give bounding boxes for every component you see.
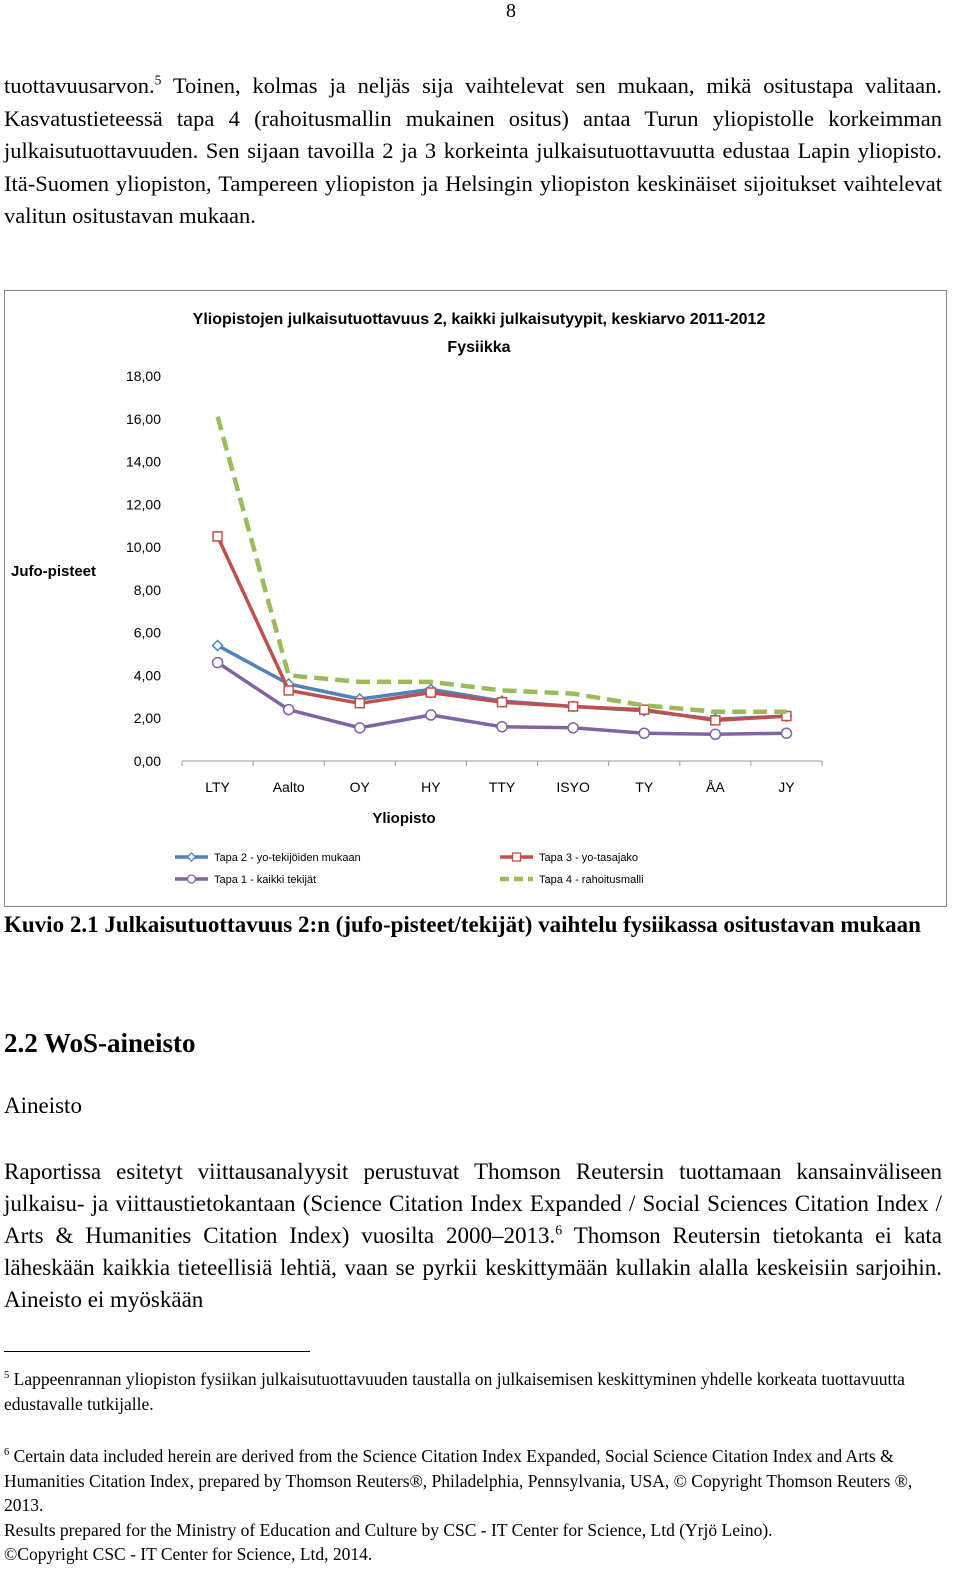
legend-label: Tapa 4 - rahoitusmalli [539, 874, 644, 886]
footnote-ref-6[interactable]: 6 [555, 1222, 563, 1238]
results-credit-line: Results prepared for the Ministry of Education and Culture by CSC - IT Center for Science, Ltd (Yrjö Leino). [4, 1519, 773, 1540]
y-tick-label: 14,00 [125, 453, 161, 470]
x-tick-label: OY [349, 779, 370, 795]
body-text-rest: Thomson Reutersin tietokanta ei kata läheskään kaikkia tieteellisiä lehtiä, vaan se pyrkii keskittymään kullakin alalla keskeisiin sarjoihin. Aineisto ei myöskään [4, 1223, 942, 1312]
data-point-marker [426, 710, 436, 720]
data-point-marker [497, 722, 507, 732]
y-tick-label: 18,00 [125, 368, 161, 384]
x-axis-title: Yliopisto [372, 810, 436, 827]
footnote-6 [4, 1444, 944, 1567]
series-line [218, 646, 787, 720]
y-tick-label: 0,00 [133, 753, 161, 769]
copyright-line: ©Copyright CSC - IT Center for Science, Ltd, 2014. [4, 1544, 373, 1564]
data-point-marker [213, 532, 222, 541]
x-tick-label: TY [635, 779, 654, 795]
series-lines [213, 417, 792, 740]
intro-text-rest: Toinen, kolmas ja neljäs sija vaihtelevat sen mukaan, mikä ositustapa valitaan. Kasvatustieteessä tapa 4 (rahoitusmallin mukainen ositus) antaa Turun yliopistolle korkeimman julkaisutuottavuuden. Sen sijaan tavoilla 2 ja 3 korkeinta julkaisutuottavuutta edustaa Lapin yliopisto. Itä-Suomen yliopiston, Tampereen yliopiston ja Helsingin yliopiston keskinäiset sijoitukset vaihtelevat valitun ositustavan mukaan. [4, 73, 942, 229]
legend-label: Tapa 3 - yo-tasajako [539, 852, 639, 864]
y-tick-label: 4,00 [133, 667, 161, 684]
intro-text-start: tuottavuusarvon. [4, 73, 155, 98]
chart-frame [4, 290, 947, 907]
section-heading: 2.2 WoS-aineisto [4, 1028, 196, 1058]
footnote-5-number: 5 [4, 1370, 10, 1382]
legend [175, 852, 644, 886]
line-chart [5, 291, 946, 906]
x-tick-label: JY [778, 779, 795, 795]
data-point-marker [355, 723, 365, 733]
series-line [218, 417, 787, 712]
chart-title: Yliopistojen julkaisutuottavuus 2, kaikki julkaisutyypit, keskiarvo 2011-2012 [192, 311, 766, 328]
data-point-marker [498, 698, 507, 707]
x-tick-label: ISYO [556, 779, 590, 795]
footnote-5 [4, 1367, 944, 1416]
series-line [218, 536, 787, 720]
data-point-marker [213, 658, 223, 668]
y-tick-label: 12,00 [125, 496, 161, 513]
legend-label: Tapa 2 - yo-tekijöiden mukaan [214, 852, 361, 864]
x-tick-label: HY [421, 779, 441, 795]
footnote-6-text: Certain data included herein are derived from the Science Citation Index Expanded, Social Science Citation Index and Arts & Humanities Citation Index, prepared by Thomson Reuters®, Philadelphia, Pennsylvania, USA, © Copyright Thomson Reuters ®, 2013. [4, 1446, 913, 1515]
data-point-marker [781, 728, 791, 738]
figure-caption: Kuvio 2.1 Julkaisutuottavuus 2:n (jufo-pisteet/tekijät) vaihtelu fysiikassa ositustavan mukaan [4, 912, 921, 937]
body-text-start: Raportissa esitetyt viittausanalyysit perustuvat Thomson Reutersin tuottamaan kansainväliseen julkaisu- ja viittaustietokantaan (Science Citation Index Expanded / Social Sciences Citation Index / Arts & Humanities Citation Index) vuosilta 2000–2013. [4, 1159, 942, 1248]
data-point-marker [284, 686, 293, 695]
data-point-marker [284, 705, 294, 715]
legend-swatch-marker [188, 853, 196, 861]
subheading: Aineisto [4, 1093, 82, 1118]
legend-swatch-marker [513, 853, 521, 861]
footnote-divider [4, 1351, 310, 1352]
data-point-marker [355, 699, 364, 708]
footnote-5-text: Lappeenrannan yliopiston fysiikan julkaisutuottavuuden taustalla on julkaisemisen keskittyminen yhdelle korkeata tuottavuutta edustavalle tutkijalle. [4, 1369, 905, 1414]
y-tick-label: 2,00 [133, 710, 161, 727]
chart-subtitle: Fysiikka [447, 339, 511, 356]
data-point-marker [568, 723, 578, 733]
legend-label: Tapa 1 - kaikki tekijät [214, 874, 317, 886]
y-tick-label: 16,00 [125, 410, 161, 427]
y-tick-label: 8,00 [133, 581, 161, 598]
y-axis-title: Jufo-pisteet [11, 563, 97, 580]
x-tick-label: Aalto [272, 779, 305, 795]
x-tick-label: TTY [488, 779, 516, 795]
page-number: 8 [506, 0, 516, 22]
data-point-marker [569, 702, 578, 711]
footnote-ref-5[interactable]: 5 [154, 72, 162, 88]
y-tick-label: 10,00 [125, 539, 161, 556]
footnote-6-number: 6 [4, 1447, 10, 1459]
y-tick-label: 6,00 [133, 624, 161, 641]
data-point-marker [711, 716, 720, 725]
data-point-marker [426, 688, 435, 697]
legend-swatch-marker [188, 875, 196, 883]
body-paragraph [4, 1156, 942, 1316]
intro-paragraph [4, 70, 942, 233]
x-tick-label: LTY [205, 779, 230, 795]
data-point-marker [639, 728, 649, 738]
data-point-marker [710, 729, 720, 739]
x-tick-label: ÅA [705, 779, 725, 795]
